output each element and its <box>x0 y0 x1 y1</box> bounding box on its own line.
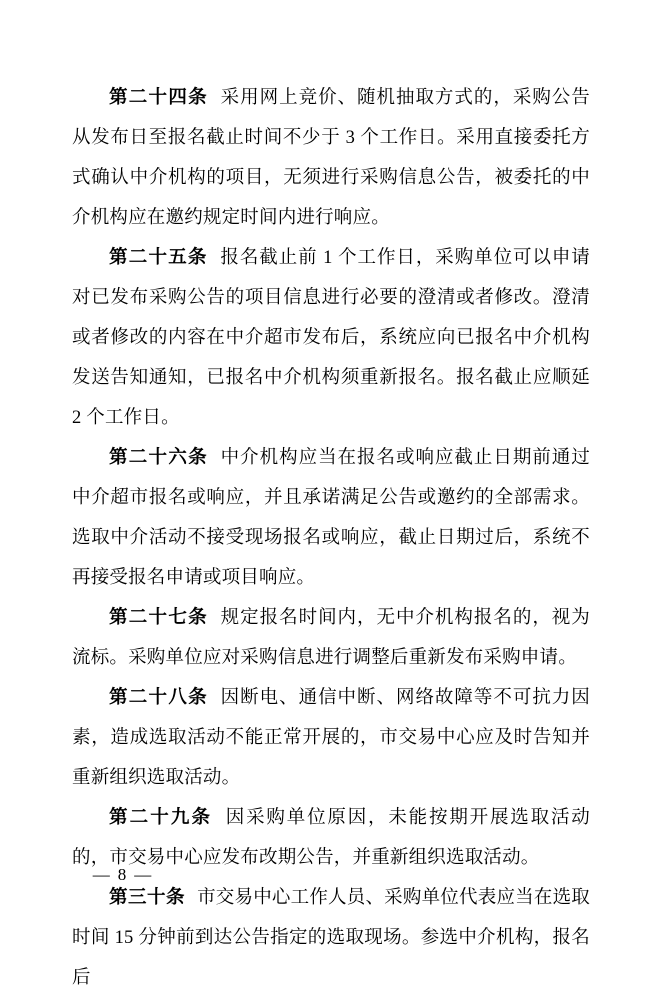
article-paragraph <box>72 878 590 998</box>
page-number: 8 <box>117 865 129 884</box>
article-number: 第二十九条 <box>109 807 213 828</box>
article-paragraph <box>72 438 590 598</box>
article-paragraph <box>72 78 590 238</box>
article-number: 第三十条 <box>109 887 186 908</box>
article-number: 第二十六条 <box>109 447 208 468</box>
footer-dash-right: — <box>134 865 154 884</box>
article-number: 第二十八条 <box>109 687 208 708</box>
footer-dash-left: — <box>92 865 112 884</box>
article-paragraph <box>72 238 590 438</box>
article-text: 采用网上竞价、随机抽取方式的，采购公告从发布日至报名截止时间不少于 3 个工作日。采用直接委托方式确认中介机构的项目，无须进行采购信息公告，被委托的中介机构应在邀约规定时间内进行响应。 <box>72 88 590 228</box>
article-text: 中介机构应当在报名或响应截止日期前通过中介超市报名或响应，并且承诺满足公告或邀约的全部需求。选取中介活动不接受现场报名或响应，截止日期过后，系统不再接受报名申请或项目响应。 <box>72 448 590 588</box>
article-paragraph <box>72 598 590 678</box>
article-paragraph <box>72 678 590 798</box>
page-footer <box>0 865 662 885</box>
article-text: 因采购单位原因，未能按期开展选取活动的，市交易中心应发布改期公告，并重新组织选取活动。 <box>72 808 590 868</box>
page-footer-inner <box>87 865 160 884</box>
article-text: 市交易中心工作人员、采购单位代表应当在选取时间 15 分钟前到达公告指定的选取现场。参选中介机构，报名后 <box>72 888 590 988</box>
document-body <box>72 78 590 998</box>
article-text: 因断电、通信中断、网络故障等不可抗力因素，造成选取活动不能正常开展的，市交易中心应及时告知并重新组织选取活动。 <box>72 688 590 788</box>
article-number: 第二十七条 <box>109 607 208 628</box>
article-text: 报名截止前 1 个工作日，采购单位可以申请对已发布采购公告的项目信息进行必要的澄清或者修改。澄清或者修改的内容在中介超市发布后，系统应向已报名中介机构发送告知通知，已报名中介机构须重新报名。报名截止应顺延 2 个工作日。 <box>72 248 590 428</box>
article-number: 第二十五条 <box>109 247 208 268</box>
article-text: 规定报名时间内，无中介机构报名的，视为流标。采购单位应对采购信息进行调整后重新发布采购申请。 <box>72 608 590 668</box>
article-number: 第二十四条 <box>109 87 208 108</box>
